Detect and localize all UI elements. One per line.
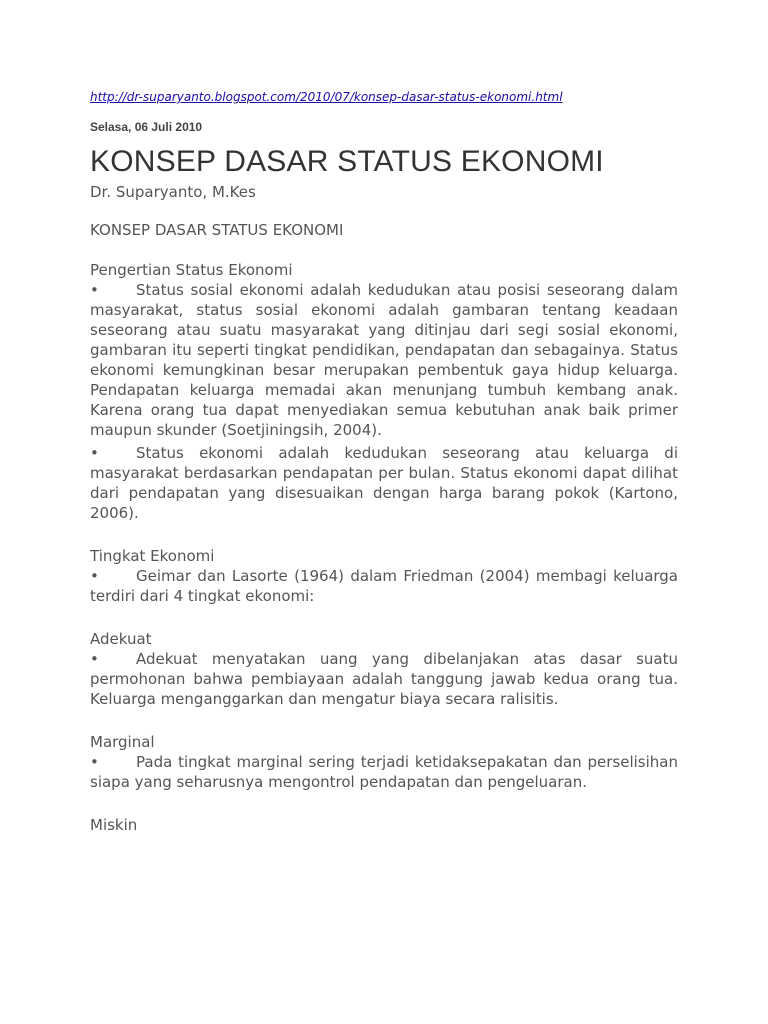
post-title: KONSEP DASAR STATUS EKONOMI	[90, 145, 604, 178]
author-line: Dr. Suparyanto, M.Kes	[90, 183, 256, 201]
bullet-icon: •	[90, 444, 99, 462]
bullet-paragraph	[90, 566, 678, 606]
spacer	[90, 609, 678, 629]
bullet-icon: •	[90, 753, 99, 771]
spacer	[90, 240, 678, 260]
section-heading-tingkat-ekonomi: Tingkat Ekonomi	[90, 547, 215, 565]
spacer	[90, 712, 678, 732]
bullet-icon: •	[90, 281, 99, 299]
document-page	[90, 90, 678, 835]
section-heading-miskin: Miskin	[90, 816, 138, 834]
bullet-text: Geimar dan Lasorte (1964) dalam Friedman (2004) membagi keluarga terdiri dari 4 tingkat ekonomi:	[90, 567, 678, 605]
bullet-text: Status sosial ekonomi adalah kedudukan atau posisi seseorang dalam masyarakat, status sosial ekonomi adalah gambaran tentang keadaan seseorang atau suatu masyarakat yang ditinjau dari segi sosial ekonomi, gambaran itu seperti tingkat pendidikan, pendapatan dan sebagainya. Status ekonomi kemungkinan besar merupakan pembentuk gaya hidup keluarga. Pendapatan keluarga memadai akan menunjang tumbuh kembang anak. Karena orang tua dapat menyediakan semua kebutuhan anak baik primer maupun skunder (Soetjiningsih, 2004).	[90, 281, 678, 439]
spacer	[90, 526, 678, 546]
bullet-text: Pada tingkat marginal sering terjadi ketidaksepakatan dan perselisihan siapa yang seharusnya mengontrol pendapatan dan pengeluaran.	[90, 753, 678, 791]
bullet-paragraph	[90, 280, 678, 440]
bullet-paragraph	[90, 443, 678, 523]
section-heading-adekuat: Adekuat	[90, 630, 152, 648]
subtitle: KONSEP DASAR STATUS EKONOMI	[90, 221, 344, 239]
section-heading-pengertian: Pengertian Status Ekonomi	[90, 261, 293, 279]
source-url-link[interactable]: http://dr-suparyanto.blogspot.com/2010/07/konsep-dasar-status-ekonomi.html	[90, 90, 563, 104]
bullet-text: Status ekonomi adalah kedudukan seseorang atau keluarga di masyarakat berdasarkan pendapatan per bulan. Status ekonomi dapat dilihat dari pendapatan yang disesuaikan dengan harga barang pokok (Kartono, 2006).	[90, 444, 678, 522]
bullet-text: Adekuat menyatakan uang yang dibelanjakan atas dasar suatu permohonan bahwa pembiayaan adalah tanggung jawab kedua orang tua. Keluarga menganggarkan dan mengatur biaya secara ralisitis.	[90, 650, 678, 708]
bullet-icon: •	[90, 567, 99, 585]
post-date: Selasa, 06 Juli 2010	[90, 120, 203, 134]
section-heading-marginal: Marginal	[90, 733, 155, 751]
bullet-paragraph	[90, 649, 678, 709]
bullet-paragraph	[90, 752, 678, 792]
spacer	[90, 795, 678, 815]
bullet-icon: •	[90, 650, 99, 668]
